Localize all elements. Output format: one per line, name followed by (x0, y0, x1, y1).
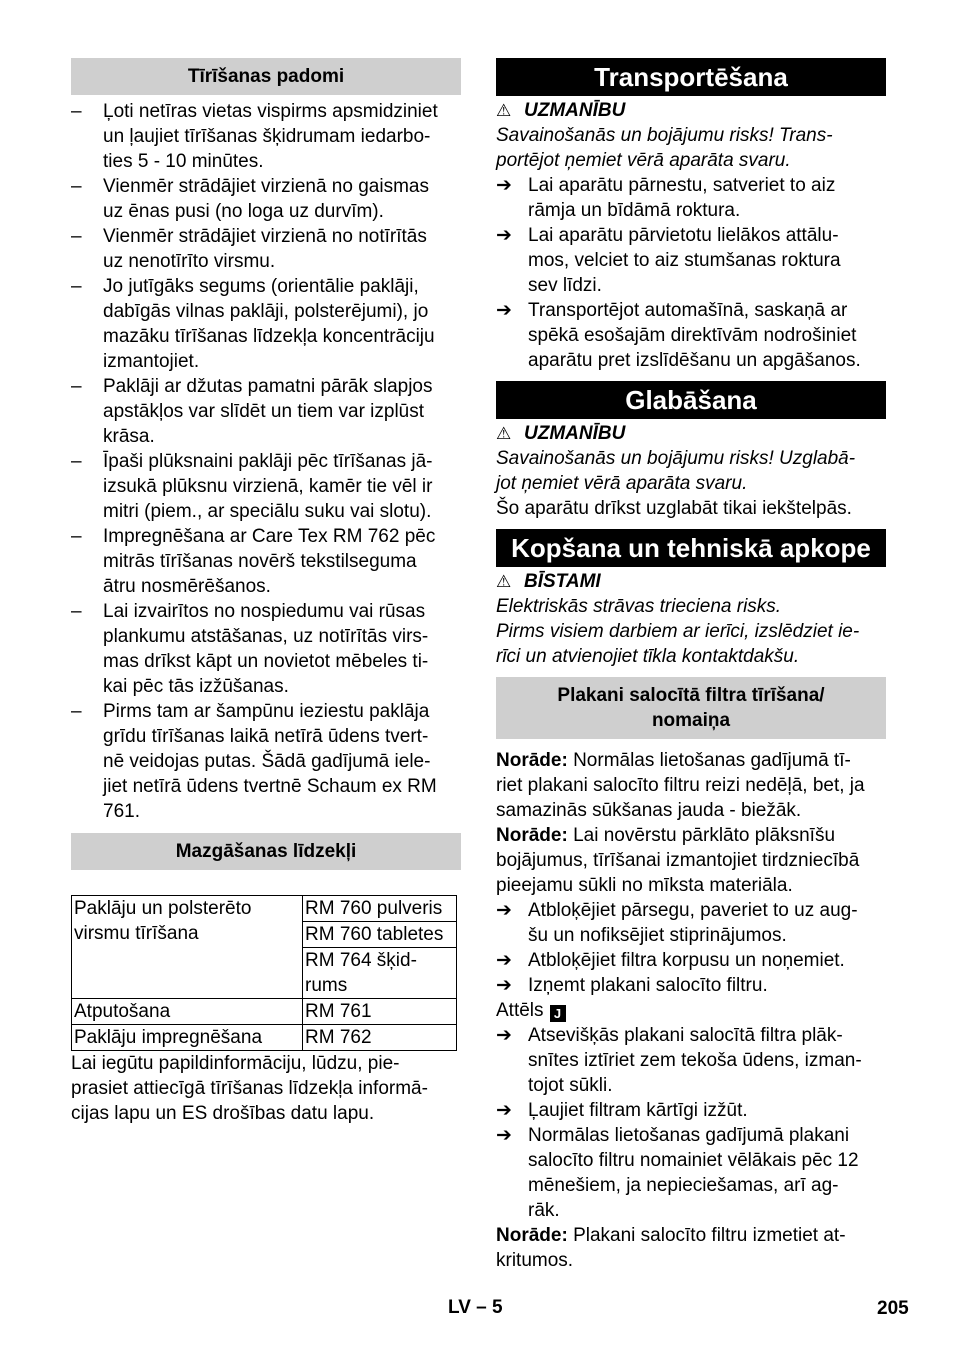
list-item: – Vienmēr strādājiet virzienā no gaismas uz ēnas pusi (no loga uz durvīm). (71, 176, 429, 222)
storage-warning-text: Savainošanās un bojājumu risks! Uzglabā- jot ņemiet vērā aparāta svaru. (496, 448, 856, 494)
table-cell: RM 760 tabletes (303, 922, 457, 948)
danger-warning: ⚠ BĪSTAMI (496, 571, 601, 592)
list-item: ➔ Transportējot automašīnā, saskaņā ar spēkā esošajām direktīvām nodrošiniet aparātu pret izslīdēšanu un apgāšanos. (496, 300, 861, 371)
list-item: – Vienmēr strādājiet virzienā no notīrītās uz nenotīrīto virsmu. (71, 226, 427, 272)
list-item: – Impregnēšana ar Care Tex RM 762 pēc mitrās tīrīšanas novērš tekstilseguma ātru nosmērēšanos. (71, 526, 436, 597)
list-item: – Paklāji ar džutas pamatni pārāk slapjos apstākļos var slīdēt un tiem var izplūst krāsa. (71, 376, 433, 447)
transport-warning: ⚠ UZMANĪBU (496, 100, 626, 121)
transport-steps (496, 173, 886, 373)
tips-list (71, 99, 461, 824)
dash-bullet: – (71, 376, 82, 397)
table-cell: RM 764 šķid- rums (303, 948, 457, 999)
dash-bullet: – (71, 101, 82, 122)
list-item: – Ļoti netīras vietas vispirms apsmidziniet un ļaujiet tīrīšanas šķidrumam iedarbo- ties 5 - 10 minūtes. (71, 101, 438, 172)
list-item: ➔ Normālas lietošanas gadījumā plakani salocīto filtru nomainiet vēlākais pēc 12 mēnešiem, ja nepieciešamas, arī ag- rāk. (496, 1125, 859, 1221)
filter-steps-2 (496, 1023, 886, 1223)
arrow-icon: ➔ (496, 225, 512, 246)
dash-bullet: – (71, 276, 82, 297)
list-item: ➔ Lai aparātu pārvietotu lielākos attālu- mos, velciet to aiz stumšanas roktura sev līdzi. (496, 225, 841, 296)
list-item: ➔ Ļaujiet filtram kārtīgi izžūt. (496, 1100, 748, 1121)
care-heading: Kopšana un tehniskā apkope (496, 529, 886, 567)
figure-reference: Attēls J (496, 998, 886, 1023)
left-column (71, 58, 461, 1126)
list-item: ➔ Atsevišķās plakani salocītā filtra plāk- snītes iztīriet zem tekoša ūdens, izman- tojot sūkli. (496, 1025, 862, 1096)
danger-text: Elektriskās strāvas trieciena risks. Pirms visiem darbiem ar ierīci, izslēdziet ie- rīci un atvienojiet tīkla kontaktdakšu. (496, 596, 860, 667)
arrow-icon: ➔ (496, 950, 512, 971)
list-item: – Īpaši plūksnaini paklāji pēc tīrīšanas jā- izsukā plūksnu virzienā, kamēr tie vēl ir mitri (piem., ar speciālu suku vai slotu). (71, 451, 433, 522)
page-number: 205 (877, 1298, 909, 1319)
list-item: ➔ Atbloķējiet filtra korpusu un noņemiet. (496, 950, 845, 971)
arrow-icon: ➔ (496, 300, 512, 321)
arrow-icon: ➔ (496, 175, 512, 196)
warning-icon: ⚠ (496, 424, 512, 443)
figure-marker-icon: J (550, 1005, 566, 1022)
filter-heading: Plakani salocītā filtra tīrīšana/ nomaiņa (496, 677, 886, 739)
transport-heading: Transportēšana (496, 58, 886, 96)
table-cell: RM 761 (303, 999, 457, 1025)
arrow-icon: ➔ (496, 1100, 512, 1121)
storage-text: Šo aparātu drīkst uzglabāt tikai iekštelpās. (496, 498, 852, 519)
arrow-icon: ➔ (496, 900, 512, 921)
arrow-icon: ➔ (496, 1125, 512, 1146)
dash-bullet: – (71, 451, 82, 472)
dash-bullet: – (71, 176, 82, 197)
dash-bullet: – (71, 526, 82, 547)
note-3: Norāde: Plakani salocīto filtru izmetiet at- kritumos. (496, 1225, 846, 1271)
table-cell: Paklāju impregnēšana (72, 1025, 303, 1051)
list-item: – Lai izvairītos no nospiedumu vai rūsas plankumu atstāšanas, uz notīrītās virs- mas drīkst kāpt un novietot mēbeles ti- kai pēc tās izžūšanas. (71, 601, 429, 697)
dash-bullet: – (71, 601, 82, 622)
note-1: Norāde: Normālas lietošanas gadījumā tī- riet plakani salocīto filtru reizi nedēļā, bet, ja samazinās sūkšanas jauda - biežāk. (496, 750, 865, 821)
warning-icon: ⚠ (496, 572, 512, 591)
filter-steps (496, 898, 886, 998)
table-cell: RM 760 pulveris (303, 896, 457, 922)
warning-icon: ⚠ (496, 101, 512, 120)
list-item: ➔ Atbloķējiet pārsegu, paveriet to uz aug- šu un nofiksējiet stiprinājumos. (496, 900, 858, 946)
dash-bullet: – (71, 226, 82, 247)
storage-warning: ⚠ UZMANĪBU (496, 423, 626, 444)
table-cell: RM 762 (303, 1025, 457, 1051)
cleaning-agents-table (71, 895, 457, 1051)
arrow-icon: ➔ (496, 1025, 512, 1046)
note-2: Norāde: Lai novērstu pārklāto plāksnīšu bojājumus, tīrīšanai izmantojiet tirdzniecībā pieejamu sūkli no mīksta materiāla. (496, 825, 860, 896)
storage-heading: Glabāšana (496, 381, 886, 419)
list-item: – Jo jutīgāks segums (orientālie paklāji, dabīgās vilnas paklāji, polsterējumi), jo mazāku tīrīšanas līdzekļa koncentrāciju izmantojiet. (71, 276, 435, 372)
agents-heading: Mazgāšanas līdzekļi (71, 833, 461, 870)
table-cell: Atputošana (72, 999, 303, 1025)
footer-section-label: LV – 5 (448, 1297, 503, 1318)
list-item: – Pirms tam ar šampūnu ieziestu paklāja grīdu tīrīšanas laikā netīrā ūdens tvert- nē veidojas putas. Šādā gadījumā iele- jiet netīrā ūdens tvertnē Schaum ex RM 761. (71, 701, 437, 822)
tips-heading: Tīrīšanas padomi (71, 58, 461, 95)
dash-bullet: – (71, 701, 82, 722)
right-column (496, 58, 886, 1273)
list-item: ➔ Izņemt plakani salocīto filtru. (496, 975, 768, 996)
info-paragraph: Lai iegūtu papildinformāciju, lūdzu, pie- prasiet attiecīgā tīrīšanas līdzekļa informā- cijas lapu un ES drošības datu lapu. (71, 1053, 428, 1124)
table-cell: Paklāju un polsterēto virsmu tīrīšana (72, 896, 303, 999)
arrow-icon: ➔ (496, 975, 512, 996)
transport-warning-text: Savainošanās un bojājumu risks! Trans- portējot ņemiet vērā aparāta svaru. (496, 125, 833, 171)
list-item: ➔ Lai aparātu pārnestu, satveriet to aiz rāmja un bīdāmā roktura. (496, 175, 836, 221)
